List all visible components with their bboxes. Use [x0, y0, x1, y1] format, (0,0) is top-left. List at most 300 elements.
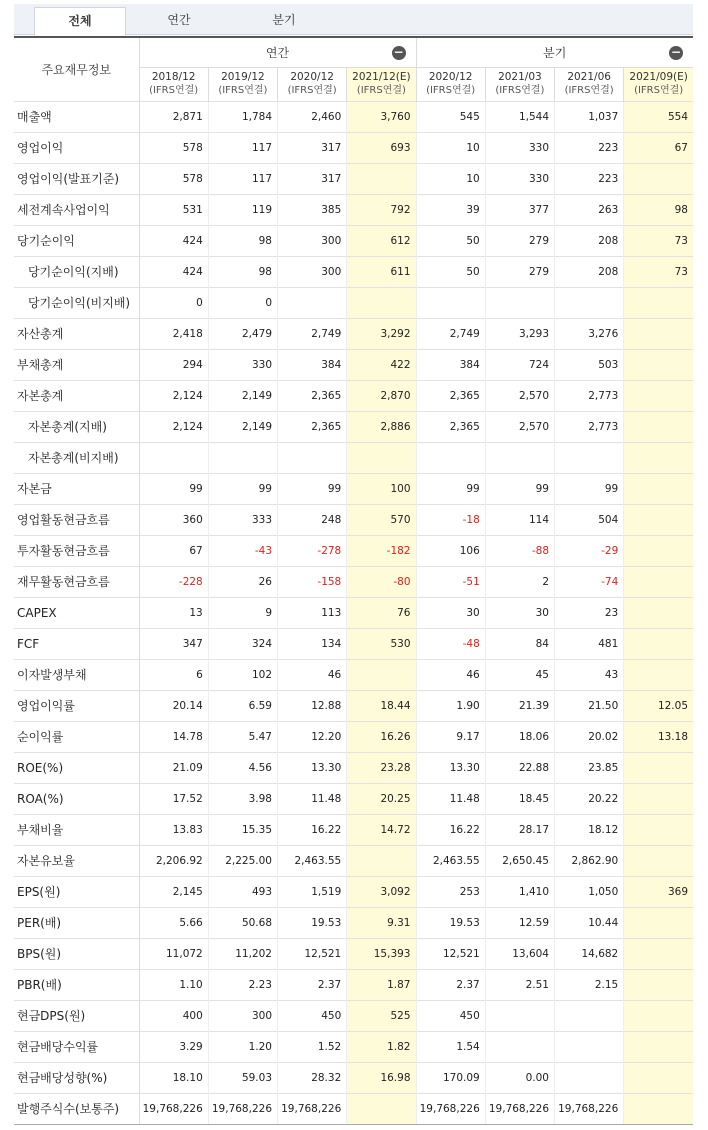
table-cell: 504	[555, 504, 624, 535]
row-label: EPS(원)	[14, 876, 139, 907]
table-cell: 300	[208, 1000, 277, 1031]
table-row	[14, 318, 693, 349]
table-cell: 2,124	[139, 411, 208, 442]
table-cell: 317	[278, 163, 347, 194]
table-cell: 1.82	[347, 1031, 416, 1062]
row-label: ROE(%)	[14, 752, 139, 783]
row-label: PBR(배)	[14, 969, 139, 1000]
table-cell	[624, 473, 693, 504]
table-cell	[347, 163, 416, 194]
table-cell: 450	[278, 1000, 347, 1031]
table-cell: 530	[347, 628, 416, 659]
row-label: 자산총계	[14, 318, 139, 349]
table-row	[14, 1031, 693, 1062]
table-cell: 2,463.55	[278, 845, 347, 876]
table-cell: 3,292	[347, 318, 416, 349]
table-cell: 330	[208, 349, 277, 380]
period-date: 2020/12	[290, 71, 334, 83]
table-cell: 14,682	[555, 938, 624, 969]
table-cell: 253	[416, 876, 485, 907]
period-date: 2021/09(E)	[629, 71, 688, 83]
row-label: 투자활동현금흐름	[14, 535, 139, 566]
table-cell: 1.54	[416, 1031, 485, 1062]
tab-quarterly[interactable]: 분기	[272, 13, 296, 27]
table-cell: 19,768,226	[139, 1093, 208, 1124]
table-cell	[624, 535, 693, 566]
table-cell: 2,773	[555, 380, 624, 411]
table-row	[14, 1062, 693, 1093]
table-cell: 1.52	[278, 1031, 347, 1062]
period-basis: (IFRS연결)	[426, 85, 476, 96]
table-cell: 300	[278, 225, 347, 256]
table-cell: 2,463.55	[416, 845, 485, 876]
table-cell: 18.45	[485, 783, 554, 814]
table-cell: 2.15	[555, 969, 624, 1000]
table-cell: 2,149	[208, 411, 277, 442]
table-cell: -18	[416, 504, 485, 535]
table-cell: 99	[208, 473, 277, 504]
table-cell: 99	[139, 473, 208, 504]
row-label: CAPEX	[14, 597, 139, 628]
table-cell: 578	[139, 132, 208, 163]
period-date: 2018/12	[151, 71, 196, 83]
table-cell: 76	[347, 597, 416, 628]
table-cell: 1.10	[139, 969, 208, 1000]
table-cell: 317	[278, 132, 347, 163]
table-cell	[208, 442, 277, 473]
table-cell: 67	[139, 535, 208, 566]
table-cell: 279	[485, 225, 554, 256]
table-cell	[278, 287, 347, 318]
table-cell	[555, 442, 624, 473]
table-cell	[624, 814, 693, 845]
period-date: 2021/03	[498, 71, 542, 83]
table-cell: 11,072	[139, 938, 208, 969]
table-row	[14, 504, 693, 535]
row-label: 현금DPS(원)	[14, 1000, 139, 1031]
table-cell: 50	[416, 225, 485, 256]
table-cell: 1,519	[278, 876, 347, 907]
table-cell: 12,521	[278, 938, 347, 969]
row-label: 현금배당성향(%)	[14, 1062, 139, 1093]
table-row	[14, 969, 693, 1000]
table-cell: 400	[139, 1000, 208, 1031]
table-row	[14, 349, 693, 380]
table-cell	[555, 1031, 624, 1062]
collapse-annual-icon[interactable]: −	[393, 45, 404, 59]
table-cell: 208	[555, 225, 624, 256]
table-row	[14, 411, 693, 442]
table-cell	[624, 783, 693, 814]
table-cell: 67	[624, 132, 693, 163]
group-annual-label: 연간	[265, 45, 290, 60]
table-cell: 1,050	[555, 876, 624, 907]
table-cell: 3,293	[485, 318, 554, 349]
table-cell: 347	[139, 628, 208, 659]
table-row	[14, 566, 693, 597]
table-cell	[347, 845, 416, 876]
table-cell: 18.12	[555, 814, 624, 845]
table-cell: 0.00	[485, 1062, 554, 1093]
table-cell: -80	[347, 566, 416, 597]
table-cell: 46	[278, 659, 347, 690]
table-cell: 450	[416, 1000, 485, 1031]
table-cell: 2,749	[416, 318, 485, 349]
table-cell	[139, 442, 208, 473]
table-cell: 26	[208, 566, 277, 597]
table-cell: 98	[208, 256, 277, 287]
table-cell: -48	[416, 628, 485, 659]
table-row	[14, 597, 693, 628]
table-cell: -278	[278, 535, 347, 566]
table-cell: 525	[347, 1000, 416, 1031]
table-cell: 300	[278, 256, 347, 287]
table-cell: 39	[416, 194, 485, 225]
table-cell: 360	[139, 504, 208, 535]
table-row	[14, 132, 693, 163]
table-cell: 3,760	[347, 101, 416, 132]
table-cell: 20.25	[347, 783, 416, 814]
table-cell: 19.53	[278, 907, 347, 938]
period-basis: (IFRS연결)	[495, 85, 545, 96]
table-cell: 28.32	[278, 1062, 347, 1093]
period-basis: (IFRS연결)	[287, 85, 337, 96]
table-cell: 2,206.92	[139, 845, 208, 876]
table-cell: 611	[347, 256, 416, 287]
row-label: 매출액	[14, 101, 139, 132]
table-row	[14, 845, 693, 876]
table-cell: 10.44	[555, 907, 624, 938]
table-cell: 2.37	[416, 969, 485, 1000]
table-cell: 73	[624, 256, 693, 287]
row-label: 영업이익(발표기준)	[14, 163, 139, 194]
table-cell	[416, 442, 485, 473]
table-cell: -228	[139, 566, 208, 597]
table-cell: 28.17	[485, 814, 554, 845]
table-cell: 99	[485, 473, 554, 504]
table-cell: 117	[208, 163, 277, 194]
table-row	[14, 1000, 693, 1031]
table-cell: -29	[555, 535, 624, 566]
period-basis: (IFRS연결)	[149, 85, 199, 96]
table-cell: 3.29	[139, 1031, 208, 1062]
group-annual-header	[139, 37, 416, 67]
table-row	[14, 256, 693, 287]
period-header	[278, 67, 347, 101]
table-cell: 13.30	[278, 752, 347, 783]
table-cell	[624, 380, 693, 411]
table-cell: -88	[485, 535, 554, 566]
table-cell: 119	[208, 194, 277, 225]
period-date: 2021/06	[567, 71, 611, 83]
table-cell: 50.68	[208, 907, 277, 938]
table-cell: 19,768,226	[416, 1093, 485, 1124]
table-cell: 578	[139, 163, 208, 194]
table-cell	[624, 1000, 693, 1031]
period-header	[139, 67, 208, 101]
table-cell: 1,037	[555, 101, 624, 132]
table-cell: 3.98	[208, 783, 277, 814]
table-row	[14, 535, 693, 566]
table-cell: 554	[624, 101, 693, 132]
period-basis: (IFRS연결)	[218, 85, 268, 96]
table-cell: 2.23	[208, 969, 277, 1000]
table-cell: 0	[208, 287, 277, 318]
table-cell: 330	[485, 163, 554, 194]
table-cell: 724	[485, 349, 554, 380]
period-basis: (IFRS연결)	[356, 85, 406, 96]
table-row	[14, 473, 693, 504]
table-cell	[347, 287, 416, 318]
table-cell: 17.52	[139, 783, 208, 814]
table-cell: 102	[208, 659, 277, 690]
period-date: 2021/12(E)	[352, 71, 411, 83]
table-cell: 16.26	[347, 721, 416, 752]
table-cell: 384	[416, 349, 485, 380]
row-label: 영업활동현금흐름	[14, 504, 139, 535]
table-cell: 73	[624, 225, 693, 256]
group-quarterly-header	[416, 37, 693, 67]
table-cell: 5.66	[139, 907, 208, 938]
tab-all[interactable]: 전체	[34, 7, 126, 36]
table-cell	[555, 1062, 624, 1093]
table-cell: 117	[208, 132, 277, 163]
table-cell: 2,479	[208, 318, 277, 349]
table-row	[14, 101, 693, 132]
table-cell: 45	[485, 659, 554, 690]
table-cell: 1.90	[416, 690, 485, 721]
table-cell: 294	[139, 349, 208, 380]
row-label: 이자발생부채	[14, 659, 139, 690]
table-cell: 11.48	[416, 783, 485, 814]
table-cell: 23.28	[347, 752, 416, 783]
table-cell	[555, 287, 624, 318]
table-cell	[624, 504, 693, 535]
row-label: 당기순이익	[14, 225, 139, 256]
table-cell: 114	[485, 504, 554, 535]
table-cell: 208	[555, 256, 624, 287]
table-cell: 3,276	[555, 318, 624, 349]
row-label: 현금배당수익률	[14, 1031, 139, 1062]
table-cell: 2,365	[416, 411, 485, 442]
period-header	[347, 67, 416, 101]
table-cell: 100	[347, 473, 416, 504]
table-cell: 106	[416, 535, 485, 566]
table-cell: 84	[485, 628, 554, 659]
table-cell: 263	[555, 194, 624, 225]
row-label: 자본금	[14, 473, 139, 504]
table-cell: 5.47	[208, 721, 277, 752]
period-header	[208, 67, 277, 101]
table-row	[14, 814, 693, 845]
table-cell: 2,749	[278, 318, 347, 349]
table-cell: 1,410	[485, 876, 554, 907]
table-row	[14, 287, 693, 318]
table-cell: 12.88	[278, 690, 347, 721]
table-row	[14, 628, 693, 659]
row-label: PER(배)	[14, 907, 139, 938]
table-cell: 1.87	[347, 969, 416, 1000]
table-cell: 19,768,226	[278, 1093, 347, 1124]
table-row	[14, 659, 693, 690]
table-cell	[278, 442, 347, 473]
table-cell: 424	[139, 225, 208, 256]
table-cell: 384	[278, 349, 347, 380]
table-cell: 98	[208, 225, 277, 256]
table-cell: 19,768,226	[485, 1093, 554, 1124]
table-cell: 20.14	[139, 690, 208, 721]
table-cell: 113	[278, 597, 347, 628]
table-cell	[485, 1031, 554, 1062]
table-cell: 13.83	[139, 814, 208, 845]
row-label: 자본총계(비지배)	[14, 442, 139, 473]
table-cell: 3,092	[347, 876, 416, 907]
table-cell: 10	[416, 163, 485, 194]
table-row	[14, 163, 693, 194]
table-cell: 99	[555, 473, 624, 504]
row-label: ROA(%)	[14, 783, 139, 814]
table-cell: 2,145	[139, 876, 208, 907]
table-cell: 324	[208, 628, 277, 659]
table-cell: 2,650.45	[485, 845, 554, 876]
table-row	[14, 876, 693, 907]
table-cell	[347, 659, 416, 690]
table-cell	[624, 287, 693, 318]
table-cell: -158	[278, 566, 347, 597]
table-cell: 545	[416, 101, 485, 132]
table-cell: 59.03	[208, 1062, 277, 1093]
period-basis: (IFRS연결)	[634, 85, 684, 96]
table-cell: 98	[624, 194, 693, 225]
table-cell: 13.18	[624, 721, 693, 752]
table-cell: 43	[555, 659, 624, 690]
table-cell: 2,871	[139, 101, 208, 132]
table-cell: 2,365	[278, 411, 347, 442]
row-label: 당기순이익(지배)	[14, 256, 139, 287]
table-cell: 2.51	[485, 969, 554, 1000]
table-cell: 11,202	[208, 938, 277, 969]
table-cell: 279	[485, 256, 554, 287]
table-cell	[624, 969, 693, 1000]
table-cell: 4.56	[208, 752, 277, 783]
financial-table	[14, 36, 693, 1125]
group-quarterly-label: 분기	[543, 45, 567, 60]
row-label: 자본총계	[14, 380, 139, 411]
table-cell: 20.22	[555, 783, 624, 814]
table-cell: 15,393	[347, 938, 416, 969]
table-cell: 9.17	[416, 721, 485, 752]
table-cell: 422	[347, 349, 416, 380]
row-label: 자본총계(지배)	[14, 411, 139, 442]
table-cell: 248	[278, 504, 347, 535]
table-cell: 15.35	[208, 814, 277, 845]
table-cell: -51	[416, 566, 485, 597]
table-cell: 99	[278, 473, 347, 504]
table-row	[14, 194, 693, 225]
table-cell: 9	[208, 597, 277, 628]
table-row	[14, 783, 693, 814]
table-cell: 223	[555, 132, 624, 163]
table-cell: 30	[485, 597, 554, 628]
table-row	[14, 938, 693, 969]
table-cell: 18.10	[139, 1062, 208, 1093]
row-label: 발행주식수(보통주)	[14, 1093, 139, 1124]
table-cell: 23	[555, 597, 624, 628]
period-date: 2020/12	[428, 71, 473, 83]
table-cell: 2,570	[485, 411, 554, 442]
table-cell: 2,365	[278, 380, 347, 411]
table-row	[14, 225, 693, 256]
table-cell: 693	[347, 132, 416, 163]
row-label: FCF	[14, 628, 139, 659]
period-header	[624, 67, 693, 101]
table-row	[14, 1093, 693, 1124]
table-cell: 2,862.90	[555, 845, 624, 876]
table-cell: 6.59	[208, 690, 277, 721]
tab-annual[interactable]: 연간	[167, 13, 191, 27]
table-cell: 1.20	[208, 1031, 277, 1062]
table-cell	[624, 659, 693, 690]
table-cell	[624, 597, 693, 628]
table-cell	[624, 1031, 693, 1062]
table-row	[14, 380, 693, 411]
table-cell: 1,544	[485, 101, 554, 132]
table-cell: 2,870	[347, 380, 416, 411]
table-row	[14, 690, 693, 721]
table-cell: 12.05	[624, 690, 693, 721]
table-cell: 13.30	[416, 752, 485, 783]
table-cell: 99	[416, 473, 485, 504]
table-cell: 13,604	[485, 938, 554, 969]
table-row	[14, 442, 693, 473]
period-date: 2019/12	[221, 71, 265, 83]
table-cell	[485, 287, 554, 318]
table-cell: 2.37	[278, 969, 347, 1000]
table-cell: 14.78	[139, 721, 208, 752]
table-cell: 23.85	[555, 752, 624, 783]
table-cell: 170.09	[416, 1062, 485, 1093]
period-header	[416, 67, 485, 101]
table-cell: -74	[555, 566, 624, 597]
table-cell: 10	[416, 132, 485, 163]
table-cell: 792	[347, 194, 416, 225]
table-cell: 385	[278, 194, 347, 225]
row-label: 순이익률	[14, 721, 139, 752]
table-cell: 12.20	[278, 721, 347, 752]
table-cell: 424	[139, 256, 208, 287]
period-basis: (IFRS연결)	[564, 85, 614, 96]
table-cell	[624, 752, 693, 783]
table-cell: 12,521	[416, 938, 485, 969]
collapse-quarterly-icon[interactable]: −	[670, 45, 682, 59]
table-cell: 2,124	[139, 380, 208, 411]
table-cell	[624, 845, 693, 876]
table-cell: 2,460	[278, 101, 347, 132]
table-cell	[624, 907, 693, 938]
table-cell: 50	[416, 256, 485, 287]
table-cell: 14.72	[347, 814, 416, 845]
table-cell: 493	[208, 876, 277, 907]
table-cell: 19,768,226	[208, 1093, 277, 1124]
table-cell: 333	[208, 504, 277, 535]
table-cell: 0	[139, 287, 208, 318]
table-cell: 18.06	[485, 721, 554, 752]
table-cell: 481	[555, 628, 624, 659]
table-cell: 22.88	[485, 752, 554, 783]
table-cell: 134	[278, 628, 347, 659]
table-cell: 570	[347, 504, 416, 535]
table-cell: 21.09	[139, 752, 208, 783]
